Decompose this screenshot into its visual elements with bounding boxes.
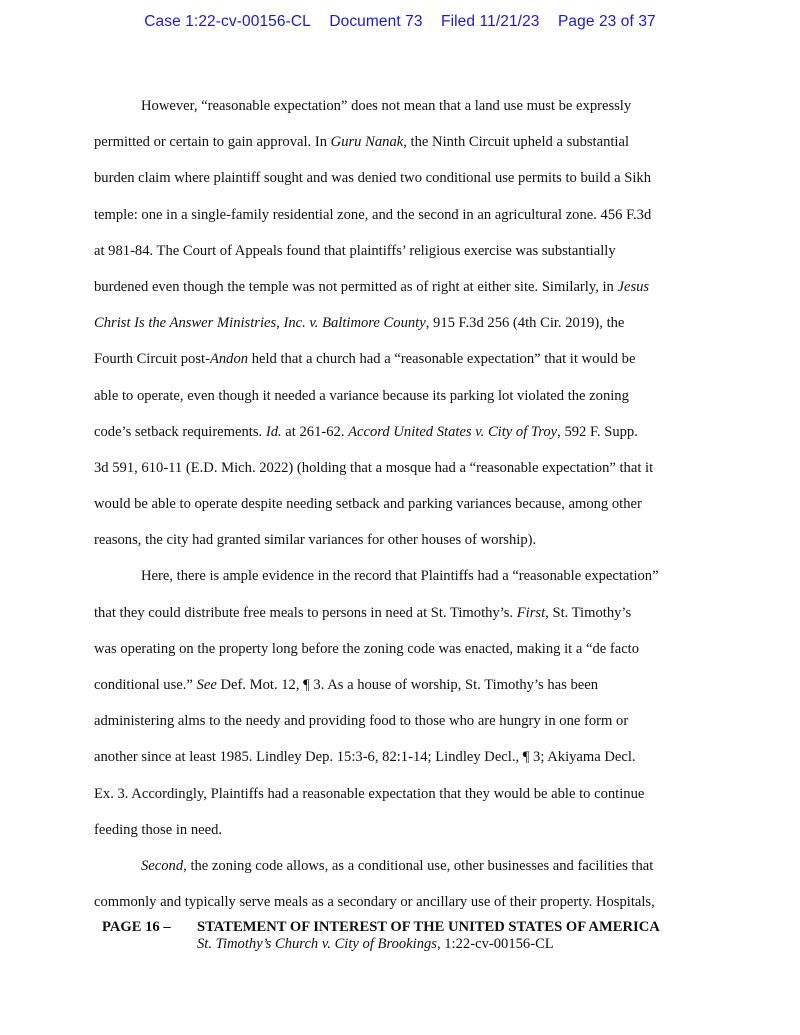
text-segment: reasons, the city had granted similar variances for other houses of worship).	[94, 532, 537, 549]
text-segment: Fourth Circuit post-	[94, 351, 210, 368]
text-line	[94, 450, 695, 486]
footer-caption	[102, 936, 722, 953]
text-segment: conditional use.”	[94, 677, 197, 693]
text-segment: burdened even though the temple was not permitted as of right at either site. Similarly, in	[94, 278, 618, 295]
text-line	[94, 88, 695, 124]
text-segment: at 981-84. The Court of Appeals found that plaintiffs’ religious exercise was substantially	[94, 242, 616, 259]
footer-page-label: PAGE 16 –	[102, 919, 171, 935]
text-segment: another since at least 1985. Lindley Dep. 15:3-6, 82:1-14; Lindley Decl., ¶ 3; Akiyama Decl.	[94, 749, 636, 766]
case-number: Case 1:22-cv-00156-CL	[144, 13, 311, 30]
italic-citation: Accord United States v. City of Troy	[348, 423, 558, 440]
text-line	[94, 305, 695, 341]
text-line	[94, 848, 695, 884]
text-segment: burden claim where plaintiff sought and was denied two conditional use permits to build a Sikh	[94, 170, 652, 187]
text-line	[94, 160, 695, 196]
text-segment: commonly and typically serve meals as a secondary or ancillary use of their property. Hospitals,	[94, 894, 655, 911]
text-segment: , the Ninth Circuit upheld a substantial	[403, 134, 630, 151]
page-footer	[102, 919, 722, 953]
document-number: Document 73	[329, 13, 423, 30]
italic-citation: Guru Nanak	[330, 134, 404, 151]
text-segment: Ex. 3. Accordingly, Plaintiffs had a reasonable expectation that they would be able to continue	[94, 785, 645, 802]
filed-date: Filed 11/21/23	[441, 13, 540, 30]
text-line	[94, 124, 695, 160]
text-segment: However, “reasonable expectation” does not mean that a land use must be expressly	[141, 98, 632, 114]
italic-citation: Id.	[265, 423, 282, 440]
footer-title: STATEMENT OF INTEREST OF THE UNITED STATES OF AMERICA	[197, 919, 660, 935]
text-line	[94, 631, 695, 667]
italic-citation: First	[516, 604, 546, 621]
italic-citation: Andon	[209, 351, 249, 368]
text-line	[94, 703, 695, 739]
document-body	[94, 88, 695, 920]
text-segment: code’s setback requirements.	[94, 423, 266, 440]
text-segment: Here, there is ample evidence in the record that Plaintiffs had a “reasonable expectation”	[141, 568, 659, 585]
text-line	[94, 558, 695, 594]
text-line	[94, 739, 695, 775]
text-line	[94, 522, 695, 558]
text-line	[94, 812, 695, 848]
text-segment: temple: one in a single-family residential zone, and the second in an agricultural zone. 456 F.3d	[94, 206, 652, 223]
text-line	[94, 378, 695, 414]
text-line	[94, 884, 695, 920]
text-segment: , 592 F. Supp.	[557, 423, 638, 440]
text-segment: , St. Timothy’s	[545, 604, 632, 621]
footer-case-number: , 1:22-cv-00156-CL	[436, 936, 554, 952]
text-line	[94, 595, 695, 631]
text-segment: was operating on the property long before the zoning code was enacted, making it a “de facto	[94, 640, 640, 657]
footer-case-name: St. Timothy’s Church v. City of Brookings	[197, 936, 437, 952]
page-count: Page 23 of 37	[557, 13, 656, 30]
text-line	[94, 269, 695, 305]
text-line	[94, 197, 695, 233]
italic-citation: Christ Is the Answer Ministries, Inc. v. Baltimore County	[94, 315, 426, 332]
text-segment: that they could distribute free meals to persons in need at St. Timothy’s.	[94, 604, 517, 621]
text-line	[94, 233, 695, 269]
text-segment: at 261-62.	[281, 423, 349, 440]
text-line	[94, 486, 695, 522]
text-segment: , 915 F.3d 256 (4th Cir. 2019), the	[425, 315, 625, 332]
text-segment: , the zoning code allows, as a conditional use, other businesses and facilities that	[183, 857, 654, 874]
court-filing-header	[0, 13, 800, 31]
text-line	[94, 667, 695, 703]
italic-citation: Jesus	[617, 278, 650, 295]
text-segment: permitted or certain to gain approval. In	[94, 134, 331, 151]
text-segment: would be able to operate despite needing setback and parking variances because, among other	[94, 496, 642, 513]
text-segment: held that a church had a “reasonable expectation” that it would be	[248, 351, 636, 368]
text-line	[94, 776, 695, 812]
text-line	[94, 414, 695, 450]
text-segment: 3d 591, 610-11 (E.D. Mich. 2022) (holding that a mosque had a “reasonable expectation” that it	[94, 459, 654, 476]
text-line	[94, 341, 695, 377]
italic-citation: See	[196, 677, 217, 693]
text-segment: able to operate, even though it needed a variance because its parking lot violated the zoning	[94, 387, 629, 404]
text-segment: administering alms to the needy and providing food to those who are hungry in one form or	[94, 713, 629, 730]
text-segment: feeding those in need.	[94, 821, 223, 838]
italic-citation: Second	[141, 857, 184, 874]
text-segment: Def. Mot. 12, ¶ 3. As a house of worship, St. Timothy’s has been	[216, 677, 599, 693]
